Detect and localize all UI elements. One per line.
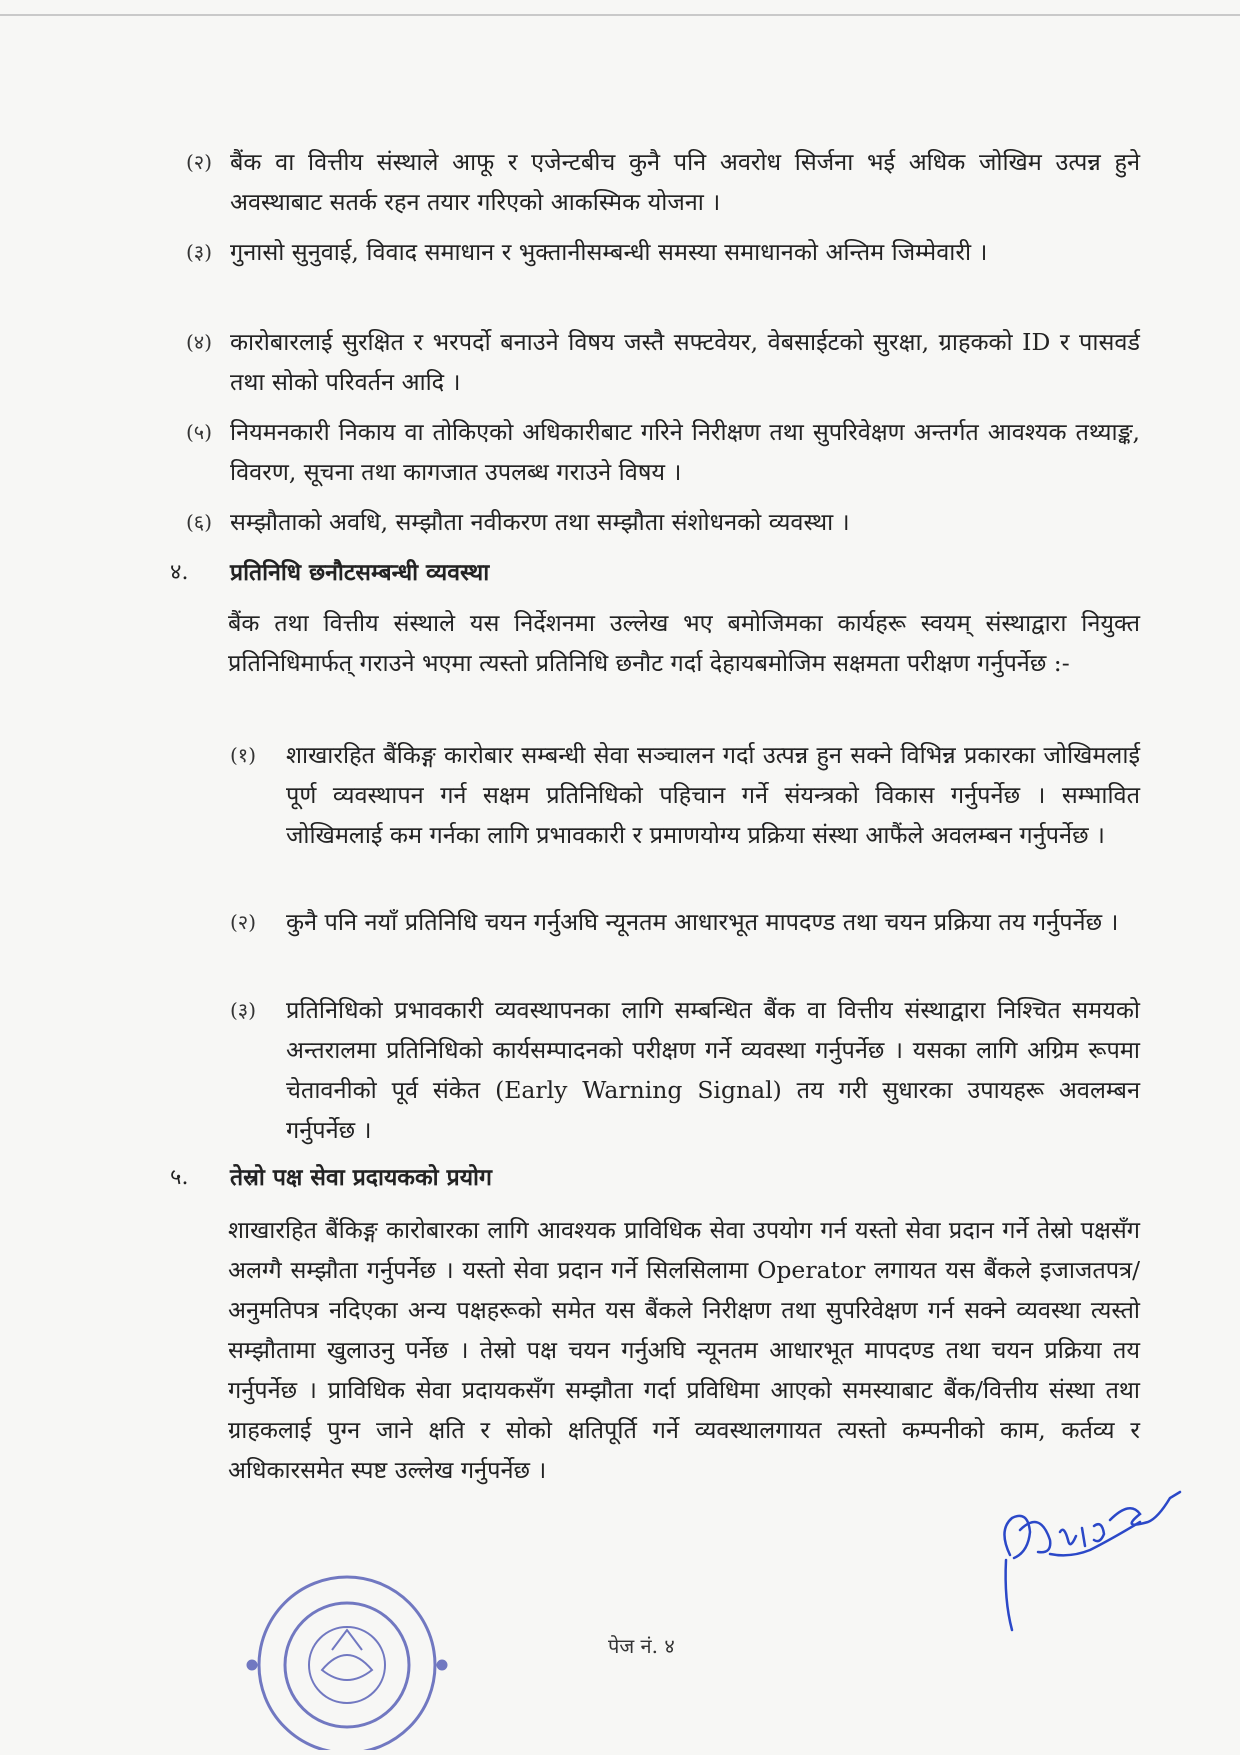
list-item (186, 142, 1140, 222)
list-item (230, 902, 1140, 942)
list-item (186, 322, 1140, 402)
item-text: प्रतिनिधिको प्रभावकारी व्यवस्थापनका लागि सम्बन्धित बैंक वा वित्तीय संस्थाद्वारा निश्चित समयको अन्तरालमा प्रतिनिधिको कार्यसम्पादनको परीक्षण गर्ने व्यवस्था गर्नुपर्नेछ । यसका लागि अग्रिम रूपमा चेतावनीको पूर्व संकेत (Early Warning Signal) तय गरी सुधारका उपायहरू अवलम्बन गर्नुपर्नेछ । (286, 996, 1140, 1144)
item-text: नियमनकारी निकाय वा तोकिएको अधिकारीबाट गरिने निरीक्षण तथा सुपरिवेक्षण अन्तर्गत आवश्यक तथ्याङ्क, विवरण, सूचना तथा कागजात उपलब्ध गराउने विषय । (230, 418, 1140, 486)
section-heading (170, 1158, 492, 1198)
item-text: कारोबारलाई सुरक्षित र भरपर्दो बनाउने विषय जस्तै सफ्टवेयर, वेबसाईटको सुरक्षा, ग्राहकको ID र पासवर्ड तथा सोको परिवर्तन आदि । (230, 328, 1140, 396)
section-body: शाखारहित बैंकिङ्ग कारोबारका लागि आवश्यक प्राविधिक सेवा उपयोग गर्न यस्तो सेवा प्रदान गर्ने तेस्रो पक्षसँग अलग्गै सम्झौता गर्नुपर्नेछ । यस्तो सेवा प्रदान गर्ने सिलसिलामा Operator लगायत यस बैंकले इजाजतपत्र/अनुमतिपत्र नदिएका अन्य पक्षहरूको समेत यस बैंकले निरीक्षण तथा सुपरिवेक्षण गर्न सक्ने व्यवस्था त्यस्तो सम्झौतामा खुलाउनु पर्नेछ । तेस्रो पक्ष चयन गर्नुअघि न्यूनतम आधारभूत मापदण्ड तथा चयन प्रक्रिया तय गर्नुपर्नेछ । प्राविधिक सेवा प्रदायकसँग सम्झौता गर्दा प्रविधिमा आएको समस्याबाट बैंक/वित्तीय संस्था तथा ग्राहकलाई पुग्न जाने क्षति र सोको क्षतिपूर्ति गर्ने व्यवस्थालगायत त्यस्तो कम्पनीको काम, कर्तव्य र अधिकारसमेत स्पष्ट उल्लेख गर्नुपर्नेछ । (228, 1216, 1140, 1484)
scan-edge-line (0, 14, 1240, 16)
item-number: (४) (186, 330, 213, 354)
section-title: प्रतिनिधि छनौटसम्बन्धी व्यवस्था (230, 559, 490, 586)
section-number: ५. (170, 1165, 189, 1190)
item-number: (२) (230, 910, 257, 934)
list-item (186, 412, 1140, 492)
item-number: (२) (186, 150, 213, 174)
item-text: बैंक वा वित्तीय संस्थाले आफू र एजेन्टबीच कुनै पनि अवरोध सिर्जना भई अधिक जोखिम उत्पन्न हुने अवस्थाबाट सतर्क रहन तयार गरिएको आकस्मिक योजना । (230, 148, 1140, 216)
item-number: (३) (230, 998, 257, 1022)
list-item (186, 232, 1140, 272)
section-heading (170, 553, 490, 593)
item-text: कुनै पनि नयाँ प्रतिनिधि चयन गर्नुअघि न्यूनतम आधारभूत मापदण्ड तथा चयन प्रक्रिया तय गर्नुपर्नेछ । (286, 908, 1119, 936)
item-text: शाखारहित बैंकिङ्ग कारोबार सम्बन्धी सेवा सञ्चालन गर्दा उत्पन्न हुन सक्ने विभिन्न प्रकारका जोखिमलाई पूर्ण व्यवस्थापन गर्न सक्षम प्रतिनिधिको पहिचान गर्ने संयन्त्रको विकास गर्नुपर्नेछ । सम्भावित जोखिमलाई कम गर्नका लागि प्रभावकारी र प्रमाणयोग्य प्रक्रिया संस्था आफैंले अवलम्बन गर्नुपर्नेछ । (286, 741, 1140, 849)
list-item (230, 990, 1140, 1150)
handwritten-signature (990, 1470, 1190, 1650)
item-text: सम्झौताको अवधि, सम्झौता नवीकरण तथा सम्झौता संशोधनको व्यवस्था । (230, 508, 850, 536)
list-item (230, 735, 1140, 855)
section-number: ४. (170, 560, 189, 585)
page-number: पेज नं. ४ (608, 1634, 675, 1658)
section-title: तेस्रो पक्ष सेवा प्रदायकको प्रयोग (230, 1164, 492, 1191)
item-number: (६) (186, 510, 213, 534)
item-text: गुनासो सुनुवाई, विवाद समाधान र भुक्तानीसम्बन्धी समस्या समाधानको अन्तिम जिम्मेवारी । (230, 238, 988, 266)
item-number: (३) (186, 240, 213, 264)
list-item (186, 502, 1140, 542)
section-intro: बैंक तथा वित्तीय संस्थाले यस निर्देशनमा उल्लेख भए बमोजिमका कार्यहरू स्वयम् संस्थाद्वारा नियुक्त प्रतिनिधिमार्फत् गराउने भएमा त्यस्तो प्रतिनिधि छनौट गर्दा देहायबमोजिम सक्षमता परीक्षण गर्नुपर्नेछ :- (228, 609, 1140, 677)
item-number: (१) (230, 743, 257, 767)
item-number: (५) (186, 420, 213, 444)
bank-seal-stamp (232, 1560, 462, 1750)
